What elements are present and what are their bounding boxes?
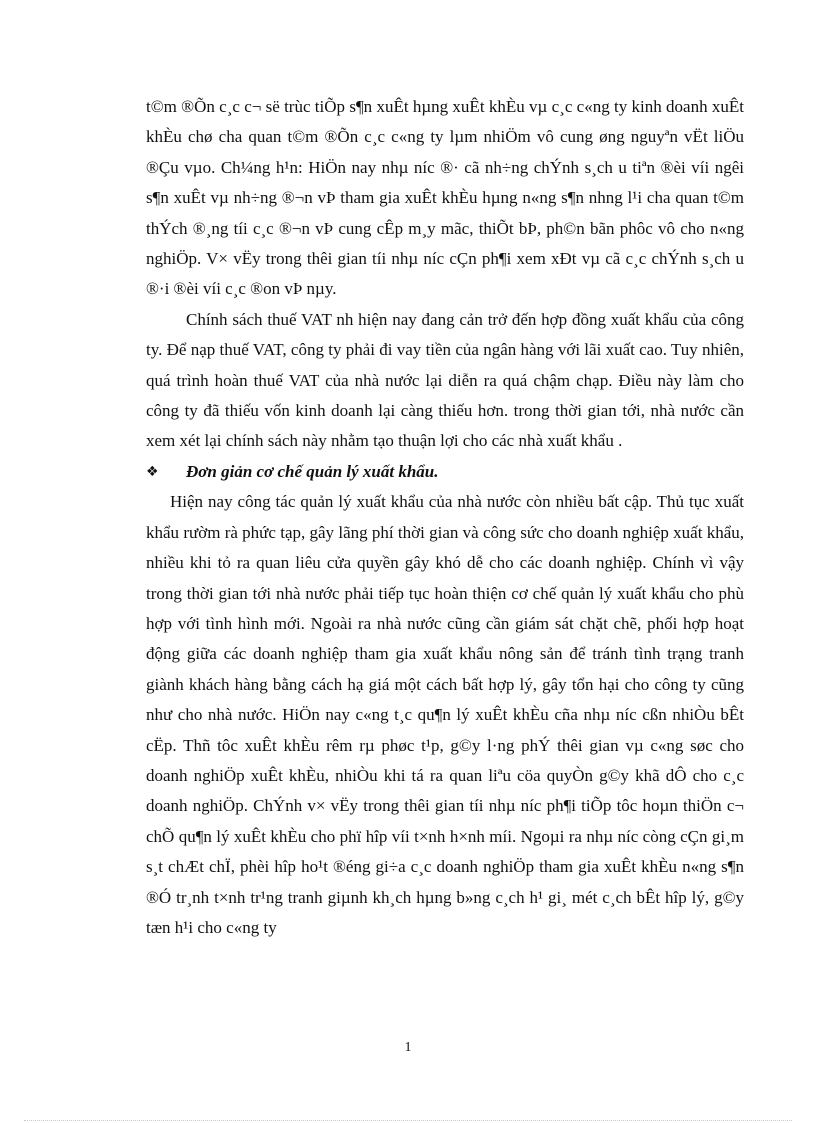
paragraph-2: Chính sách thuế VAT nh hiện nay đang cản trở đến hợp đồng xuất khẩu của công ty. Để nạp thuế VAT, công ty phải đi vay tiền của ngân hàng với lãi xuất cao. Tuy nhiên, quá trình hoàn thuế VAT của nhà nước lại diễn ra quá chậm chạp. Điều này làm cho công ty đã thiếu vốn kinh doanh lại càng thiếu hơn. trong thời gian tới, nhà nước cần xem xét lại chính sách này nhằm tạo thuận lợi cho các nhà xuất khẩu . (146, 309, 744, 451)
paragraph-3: Hiện nay công tác quản lý xuất khẩu của nhà nước còn nhiều bất cập. Thủ tục xuất khẩu rườm rà phức tạp, gây lãng phí thời gian và công sức cho doanh nghiệp xuất khẩu, nhiều khi tỏ ra quan liêu cửa quyền gây khó dễ cho các doanh nghiệp. Chính vì vậy trong thời gian tới nhà nước phải tiếp tục hoàn thiện cơ chế quản lý xuất khẩu cho phù hợp với tình hình mới. Ngoài ra nhà nước cũng cần giám sát chặt chẽ, phối hợp hoạt động giữa các doanh nghiệp tham gia xuất khẩu nông sản để tránh tình trạng tranh giành khách hàng bằng cách hạ giá một cách bất hợp lý, gây tổn hại cho công ty cũng như cho nhà nước. HiÖn nay c«ng t¸c qu¶n lý xuÊt khÈu cña nhµ níc cßn nhiÒu bÊt cËp. Thñ tôc xuÊt khÈu rêm rµ phøc t¹p, g©y l·ng phÝ thêi gian vµ c«ng søc cho doanh nghiÖp xuÊt khÈu, nhiÒu khi tá ra quan liªu cöa quyÒn g©y khã dÔ cho c¸c doanh nghiÖp. ChÝnh v× vËy trong thêi gian tíi nhµ níc ph¶i tiÕp tôc hoµn thiÖn c¬ chÕ qu¶n lý xuÊt khÈu cho phï hîp víi t×nh h×nh míi. Ngoµi ra nhµ níc còng cÇn gi¸m s¸t chÆt chÏ, phèi hîp ho¹t ®éng gi÷a c¸c doanh nghiÖp tham gia xuÊt khÈu n«ng s¶n ®Ó tr¸nh t×nh tr¹ng tranh giµnh kh¸ch hµng b»ng c¸ch h¹ gi¸ mét c¸ch bÊt hîp lý, g©y tæn h¹i cho c«ng ty (146, 492, 744, 937)
diamond-bullet-icon: ❖ (146, 463, 159, 480)
section-heading-text: Đơn giản cơ chế quản lý xuất khẩu. (186, 461, 439, 481)
section-heading (146, 457, 744, 487)
document-body (146, 92, 744, 943)
page-bottom-border (24, 1120, 792, 1121)
paragraph-1: t©m ®Õn c¸c c¬ së trùc tiÕp s¶n xuÊt hµng xuÊt khÈu vµ c¸c c«ng ty kinh doanh xuÊt khÈu chø cha quan t©m ®Õn c¸c c«ng ty lµm nhiÖm vô cung øng nguyªn vËt liÖu ®Çu vµo. Ch¼ng h¹n: HiÖn nay nhµ níc ®· cã nh÷ng chÝnh s¸ch u tiªn ®èi víi ngêi s¶n xuÊt vµ nh÷ng ®¬n vÞ tham gia xuÊt khÈu hµng n«ng s¶n nhng l¹i cha quan t©m thÝch ®¸ng tíi c¸c ®¬n vÞ cung cÊp m¸y mãc, thiÕt bÞ, ph©n bãn phôc vô cho n«ng nghiÖp. V× vËy trong thêi gian tíi nhµ níc cÇn ph¶i xem xÐt vµ cã c¸c chÝnh s¸ch u ®·i ®èi víi c¸c ®on vÞ nµy. (146, 97, 744, 299)
page-number: 1 (404, 1040, 412, 1055)
